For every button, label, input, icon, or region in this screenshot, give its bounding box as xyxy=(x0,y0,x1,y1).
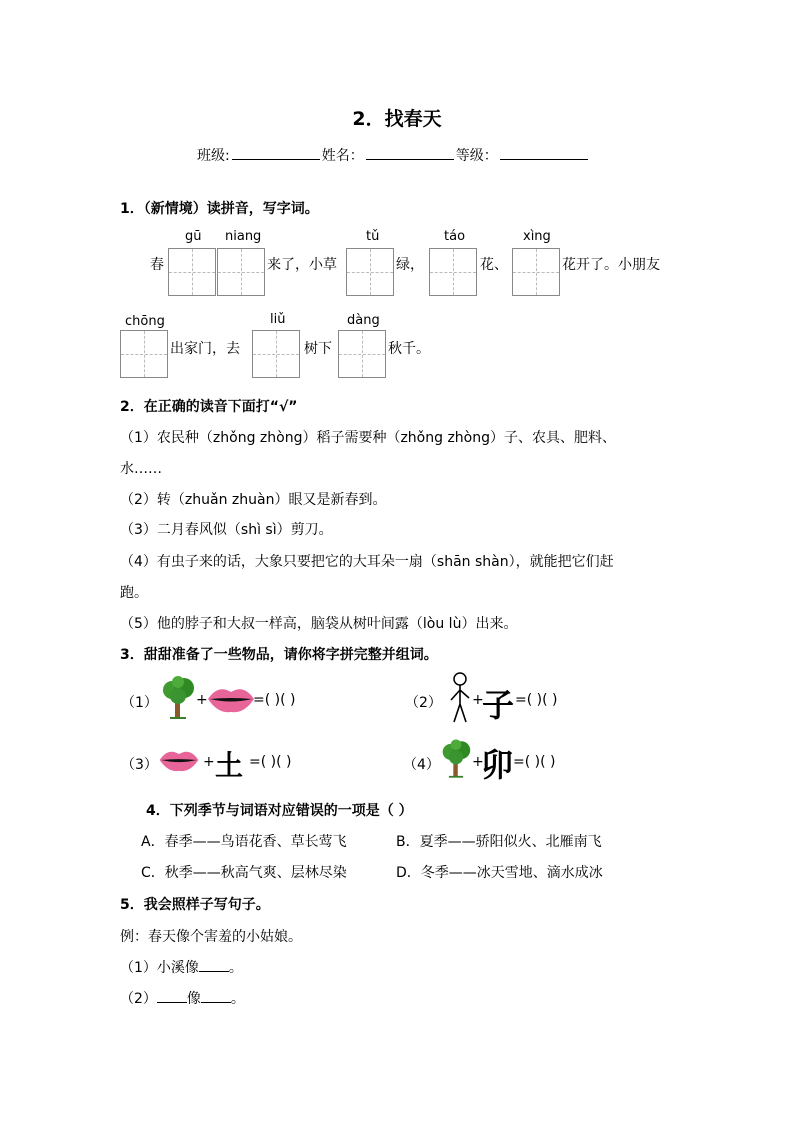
name-label: 姓名： xyxy=(321,148,364,164)
q2-line: 水…… xyxy=(120,461,162,477)
q3-item-num: （2） xyxy=(405,695,442,711)
pinyin: xìng xyxy=(523,229,551,244)
q1-text: 绿， xyxy=(396,257,424,273)
q1-text: 春 xyxy=(150,257,164,273)
q2-heading: 2．在正确的读音下面打“√” xyxy=(120,399,298,415)
q1-text: 花开了。小朋友 xyxy=(562,257,660,273)
char-zi: 子 xyxy=(482,686,515,724)
q1-text: 出家门，去 xyxy=(170,341,240,357)
page-title: 2．找春天 xyxy=(352,108,442,130)
q3-item-num: （1） xyxy=(121,695,158,711)
answer-blanks[interactable]: =( )( ) xyxy=(515,692,558,708)
q4-option-b[interactable]: B．夏季——骄阳似火、北雁南飞 xyxy=(396,834,602,850)
char-tu: 土 xyxy=(215,749,244,782)
writing-box[interactable] xyxy=(217,248,265,296)
answer-blanks[interactable]: =( )( ) xyxy=(249,754,292,770)
class-label: 班级: xyxy=(197,148,230,164)
q3-item-num: （3） xyxy=(121,757,158,773)
q5-item-2-num: （2） xyxy=(120,991,157,1007)
tree-icon xyxy=(160,676,196,720)
pinyin: gū xyxy=(185,229,202,244)
tree-icon xyxy=(440,738,472,780)
char-mao: 卯 xyxy=(481,746,514,784)
writing-box[interactable] xyxy=(512,248,560,296)
writing-box[interactable] xyxy=(346,248,394,296)
q5-example: 例：春天像个害羞的小姑娘。 xyxy=(120,929,302,945)
q4-heading: 4．下列季节与词语对应错误的一项是（ ） xyxy=(146,803,413,819)
name-blank[interactable] xyxy=(366,145,454,160)
q4-option-d[interactable]: D．冬季——冰天雪地、滴水成冰 xyxy=(396,865,603,881)
plus-sign: + xyxy=(472,754,484,770)
pinyin: chōng xyxy=(125,314,165,329)
writing-box[interactable] xyxy=(120,330,168,378)
pinyin: dàng xyxy=(347,313,380,328)
plus-sign: + xyxy=(472,692,484,708)
grade-blank[interactable] xyxy=(500,145,588,160)
q2-line: （5）他的脖子和大叔一样高，脑袋从树叶间露（lòu lù）出来。 xyxy=(120,616,518,632)
q3-item-num: （4） xyxy=(403,757,440,773)
q1-text: 来了，小草 xyxy=(267,257,337,273)
q5-period: 。 xyxy=(230,991,245,1007)
pinyin: liǔ xyxy=(270,312,286,327)
q5-item-2 xyxy=(120,988,245,1008)
answer-blanks[interactable]: =( )( ) xyxy=(253,692,296,708)
lips-icon xyxy=(158,746,200,774)
q5-blank[interactable] xyxy=(199,958,229,972)
lips-icon xyxy=(206,684,256,714)
q5-item-1-text: （1）小溪像 xyxy=(120,960,199,976)
pinyin: tǔ xyxy=(366,229,380,244)
grade-label: 等级： xyxy=(455,148,498,164)
q2-line: 跑。 xyxy=(120,585,148,601)
q5-item-1 xyxy=(120,957,243,977)
q5-blank[interactable] xyxy=(201,989,231,1003)
pinyin: táo xyxy=(444,229,466,244)
q2-line: （3）二月春风似（shì sì）剪刀。 xyxy=(120,522,333,538)
writing-box[interactable] xyxy=(252,330,300,378)
q5-period: 。 xyxy=(228,960,243,976)
info-line xyxy=(197,145,590,165)
q2-line: （2）转（zhuǎn zhuàn）眼又是新春到。 xyxy=(120,492,387,508)
pinyin: niang xyxy=(225,229,262,244)
q5-heading: 5．我会照样子写句子。 xyxy=(120,897,270,913)
q1-heading: 1．（新情境）读拼音，写字词。 xyxy=(120,201,319,217)
q2-line: （1）农民种（zhǒng zhòng）稻子需要种（zhǒng zhòng）子、农具、肥料、 xyxy=(120,430,616,446)
q4-option-a[interactable]: A．春季——鸟语花香、草长莺飞 xyxy=(141,834,347,850)
q5-blank[interactable] xyxy=(157,989,187,1003)
q3-heading: 3．甜甜准备了一些物品，请你将字拼完整并组词。 xyxy=(120,647,438,663)
q1-text: 树下 xyxy=(304,341,332,357)
q4-option-c[interactable]: C．秋季——秋高气爽、层林尽染 xyxy=(141,865,347,881)
writing-box[interactable] xyxy=(168,248,216,296)
writing-box[interactable] xyxy=(338,330,386,378)
writing-box[interactable] xyxy=(429,248,477,296)
q5-item-2-text: 像 xyxy=(186,991,201,1007)
class-blank[interactable] xyxy=(232,145,320,160)
answer-blanks[interactable]: =( )( ) xyxy=(513,754,556,770)
q1-text: 花、 xyxy=(480,257,508,273)
plus-sign: + xyxy=(196,692,208,708)
stick-person-icon xyxy=(448,672,472,724)
q1-text: 秋千。 xyxy=(388,341,430,357)
q2-line: （4）有虫子来的话，大象只要把它的大耳朵一扇（shān shàn），就能把它们赶 xyxy=(120,554,614,570)
plus-sign: + xyxy=(203,754,215,770)
